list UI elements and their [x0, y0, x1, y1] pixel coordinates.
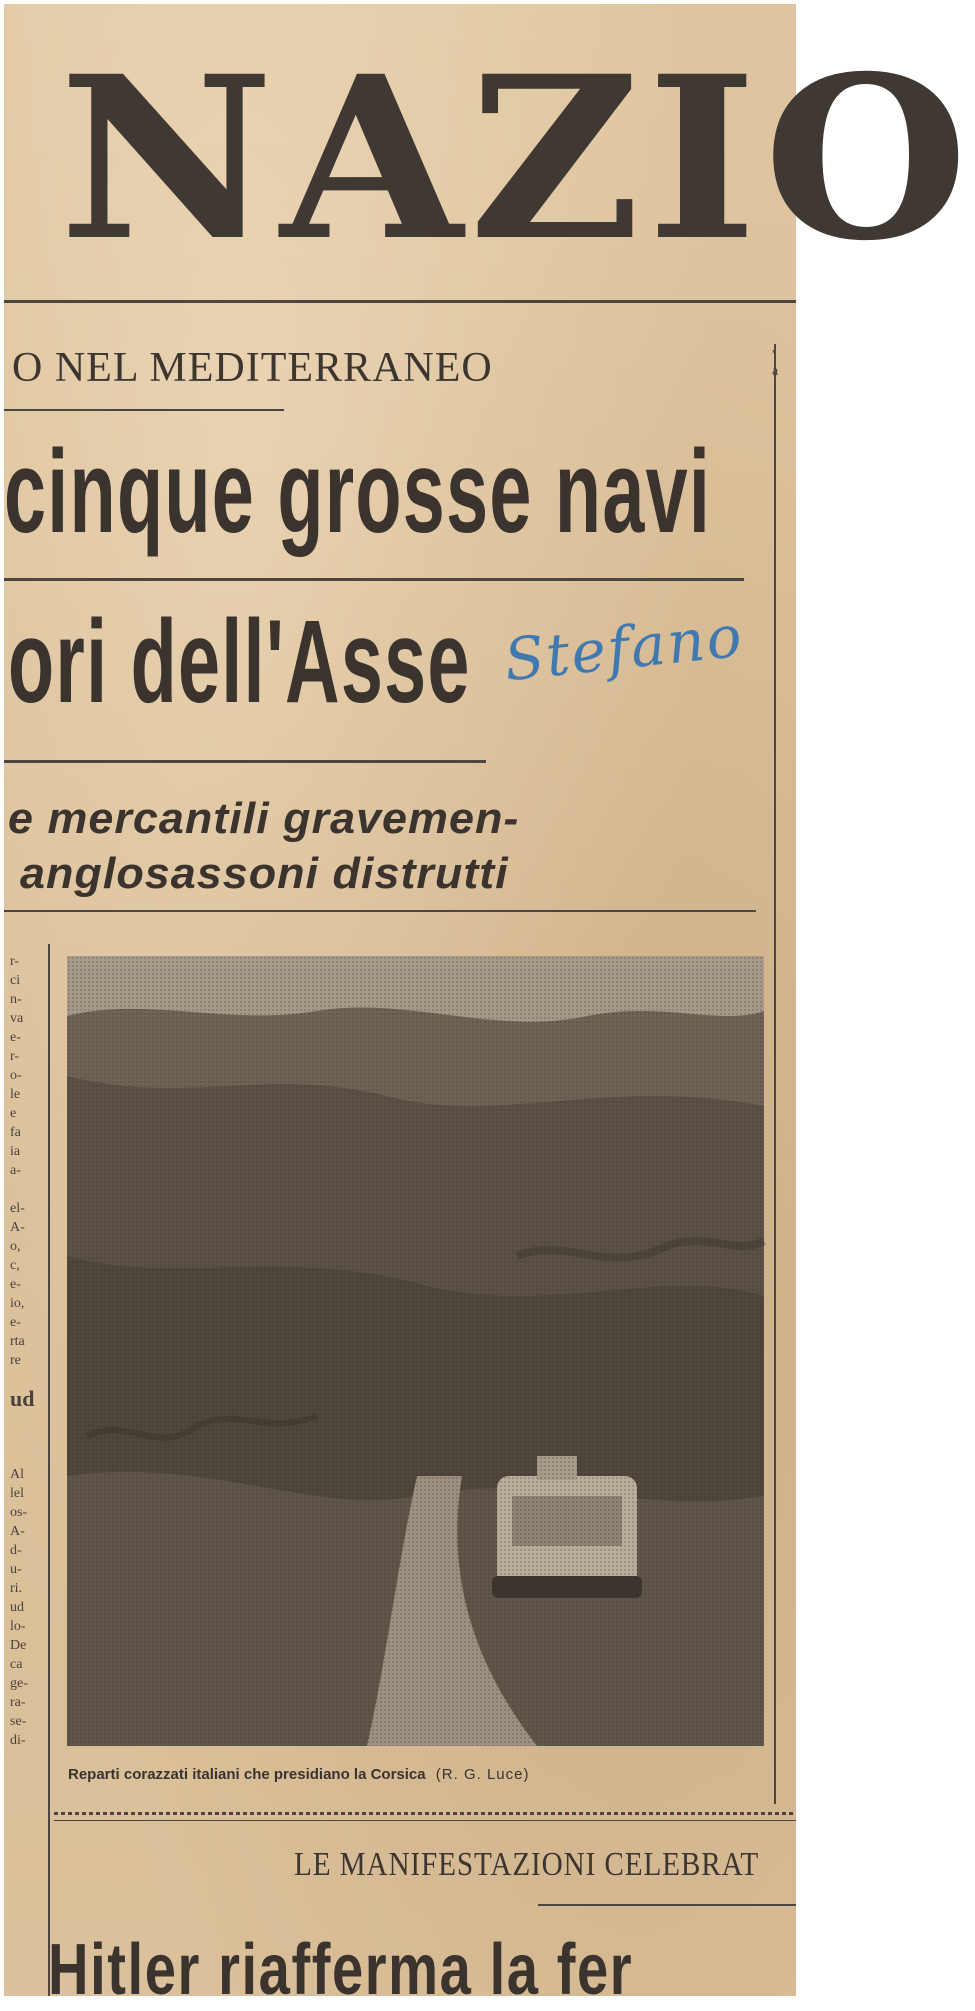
headline-line-2: ori dell'Asse: [8, 596, 471, 728]
left-fragment: r-: [10, 1049, 20, 1064]
left-fragment: e: [10, 1106, 17, 1121]
subheadline-rule: [4, 910, 756, 912]
right-margin-fragments: [772, 348, 792, 380]
left-fragment: o-: [10, 1068, 22, 1083]
left-column-text: [10, 952, 46, 1750]
left-fragment: rta: [10, 1334, 25, 1349]
right-fragment: ': [772, 348, 775, 363]
left-fragment: o,: [10, 1239, 21, 1254]
left-fragment: e-: [10, 1315, 21, 1330]
left-fragment: se-: [10, 1714, 27, 1729]
left-fragment: n-: [10, 992, 22, 1007]
left-fragment: c,: [10, 1258, 20, 1273]
left-fragment: le: [10, 1087, 21, 1102]
headline-line-1: cinque grosse navi: [4, 426, 712, 558]
left-fragment: e-: [10, 1030, 21, 1045]
left-fragment: ci: [10, 973, 21, 988]
footer-section-head: LE MANIFESTAZIONI CELEBRAT: [294, 1846, 760, 1883]
left-fragment: ud: [10, 1386, 35, 1411]
photo-caption: [68, 1766, 768, 1783]
left-fragment: ra-: [10, 1695, 26, 1710]
photo-credit: (R. G. Luce): [435, 1766, 530, 1783]
headline-rule-2: [4, 760, 486, 763]
caption-text: Reparti corazzati italiani che presidiano la Corsica: [68, 1766, 426, 1783]
newspaper-masthead: NAZIO: [59, 27, 975, 290]
left-fragment: re: [10, 1353, 21, 1368]
footer-rule: [54, 1820, 796, 1821]
left-fragment: A-: [10, 1220, 25, 1235]
left-column-divider: [48, 944, 50, 1996]
photo-armored-units-corsica: [67, 956, 764, 1746]
left-fragment: [10, 1446, 46, 1465]
footer-dashed-rule: [54, 1812, 796, 1815]
left-fragment: os-: [10, 1505, 28, 1520]
left-fragment: d-: [10, 1543, 22, 1558]
left-fragment: ca: [10, 1657, 23, 1672]
handwritten-signature: Stefano: [501, 601, 747, 695]
newspaper-clipping: [4, 4, 975, 2010]
left-fragment: di-: [10, 1733, 26, 1748]
right-fragment: a: [772, 364, 779, 379]
right-column-divider: [774, 344, 776, 1804]
left-fragment: a-: [10, 1163, 21, 1178]
left-fragment: ud: [10, 1600, 24, 1615]
masthead-rule: [4, 300, 796, 303]
headline-rule-1: [4, 578, 744, 581]
left-fragment: [10, 1180, 46, 1199]
left-fragment: Al: [10, 1467, 24, 1482]
left-fragment: va: [10, 1011, 24, 1026]
left-fragment: A-: [10, 1524, 25, 1539]
subheadline-line-1: e mercantili gravemen-: [8, 794, 520, 843]
section-kicker: O NEL MEDITERRANEO: [12, 345, 493, 391]
left-fragment: lo-: [10, 1619, 26, 1634]
left-fragment: ia: [10, 1144, 21, 1159]
left-fragment: io,: [10, 1296, 25, 1311]
subheadline-line-2: anglosassoni distrutti: [20, 849, 509, 898]
left-fragment: ge-: [10, 1676, 28, 1691]
footer-headline: Hitler riafferma la fer: [48, 1930, 634, 2010]
footer-head-underline: [538, 1904, 796, 1906]
news-photo: [67, 956, 764, 1746]
left-fragment: lel: [10, 1486, 24, 1501]
left-fragment: [10, 1427, 46, 1446]
left-fragment: fa: [10, 1125, 21, 1140]
left-fragment: u-: [10, 1562, 22, 1577]
left-fragment: ri.: [10, 1581, 23, 1596]
kicker-underline: [4, 409, 284, 411]
left-fragment: e-: [10, 1277, 21, 1292]
left-fragment: r-: [10, 954, 20, 969]
left-fragment: De: [10, 1638, 27, 1653]
left-fragment: el-: [10, 1201, 25, 1216]
